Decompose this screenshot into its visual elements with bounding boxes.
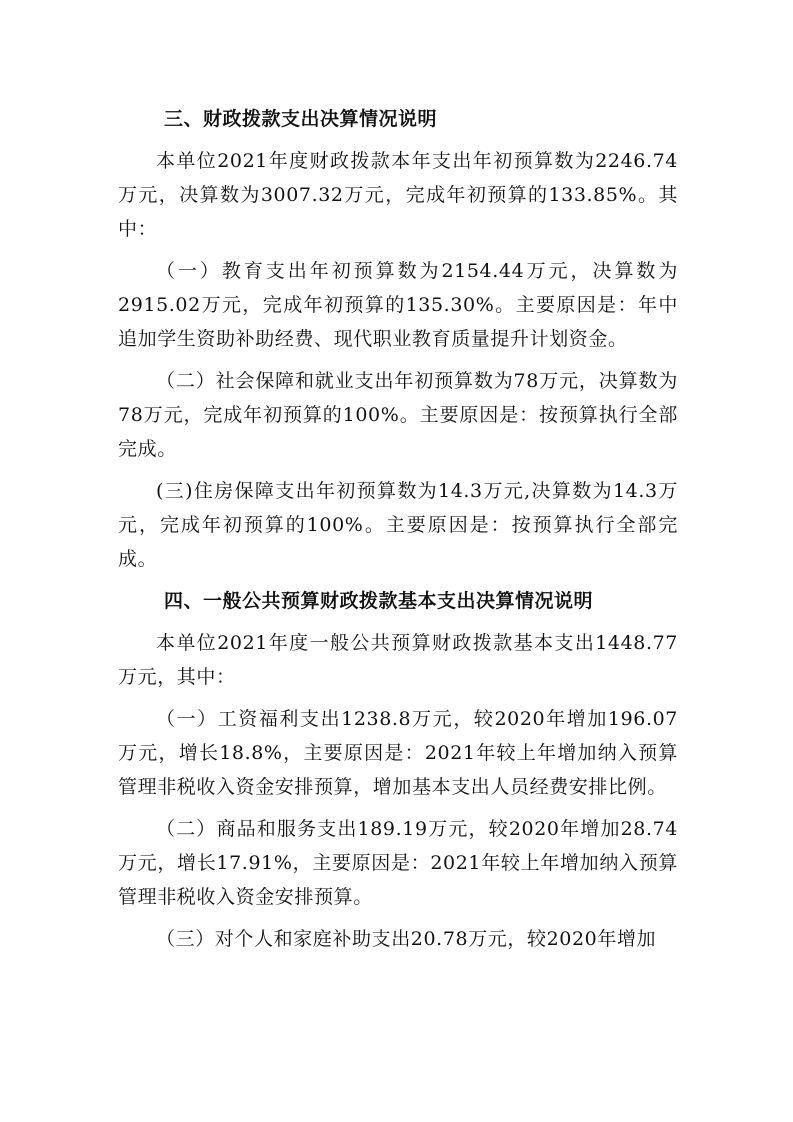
paragraph: （一）教育支出年初预算数为2154.44万元，决算数为2915.02万元，完成年初预算的135.30%。主要原因是：年中追加学生资助补助经费、现代职业教育质量提升计划资金。 <box>118 260 678 350</box>
section-heading-fiscal-expenditure: 三、财政拨款支出决算情况说明 <box>164 108 438 130</box>
paragraph: （一）工资福利支出1238.8万元，较2020年增加196.07万元，增长18.8%，主要原因是：2021年较上年增加纳入预算管理非税收入资金安排预算，增加基本支出人员经费安排比例。 <box>118 708 678 798</box>
section-heading-basic-expenditure: 四、一般公共预算财政拨款基本支出决算情况说明 <box>164 590 594 612</box>
paragraph: （二）社会保障和就业支出年初预算数为78万元，决算数为78万元，完成年初预算的100%。主要原因是：按预算执行全部完成。 <box>118 370 678 460</box>
document-body <box>118 102 678 964</box>
paragraph: (三)住房保障支出年初预算数为14.3万元,决算数为14.3万元，完成年初预算的100%。主要原因是：按预算执行全部完成。 <box>118 480 678 570</box>
paragraph: 本单位2021年度财政拨款本年支出年初预算数为2246.74万元，决算数为3007.32万元，完成年初预算的133.85%。其中： <box>118 150 678 240</box>
paragraph: 本单位2021年度一般公共预算财政拨款基本支出1448.77万元，其中： <box>118 632 678 688</box>
paragraph: （二）商品和服务支出189.19万元，较2020年增加28.74万元，增长17.91%，主要原因是：2021年较上年增加纳入预算管理非税收入资金安排预算。 <box>118 818 678 908</box>
paragraph: （三）对个人和家庭补助支出20.78万元，较2020年增加 <box>156 928 657 950</box>
